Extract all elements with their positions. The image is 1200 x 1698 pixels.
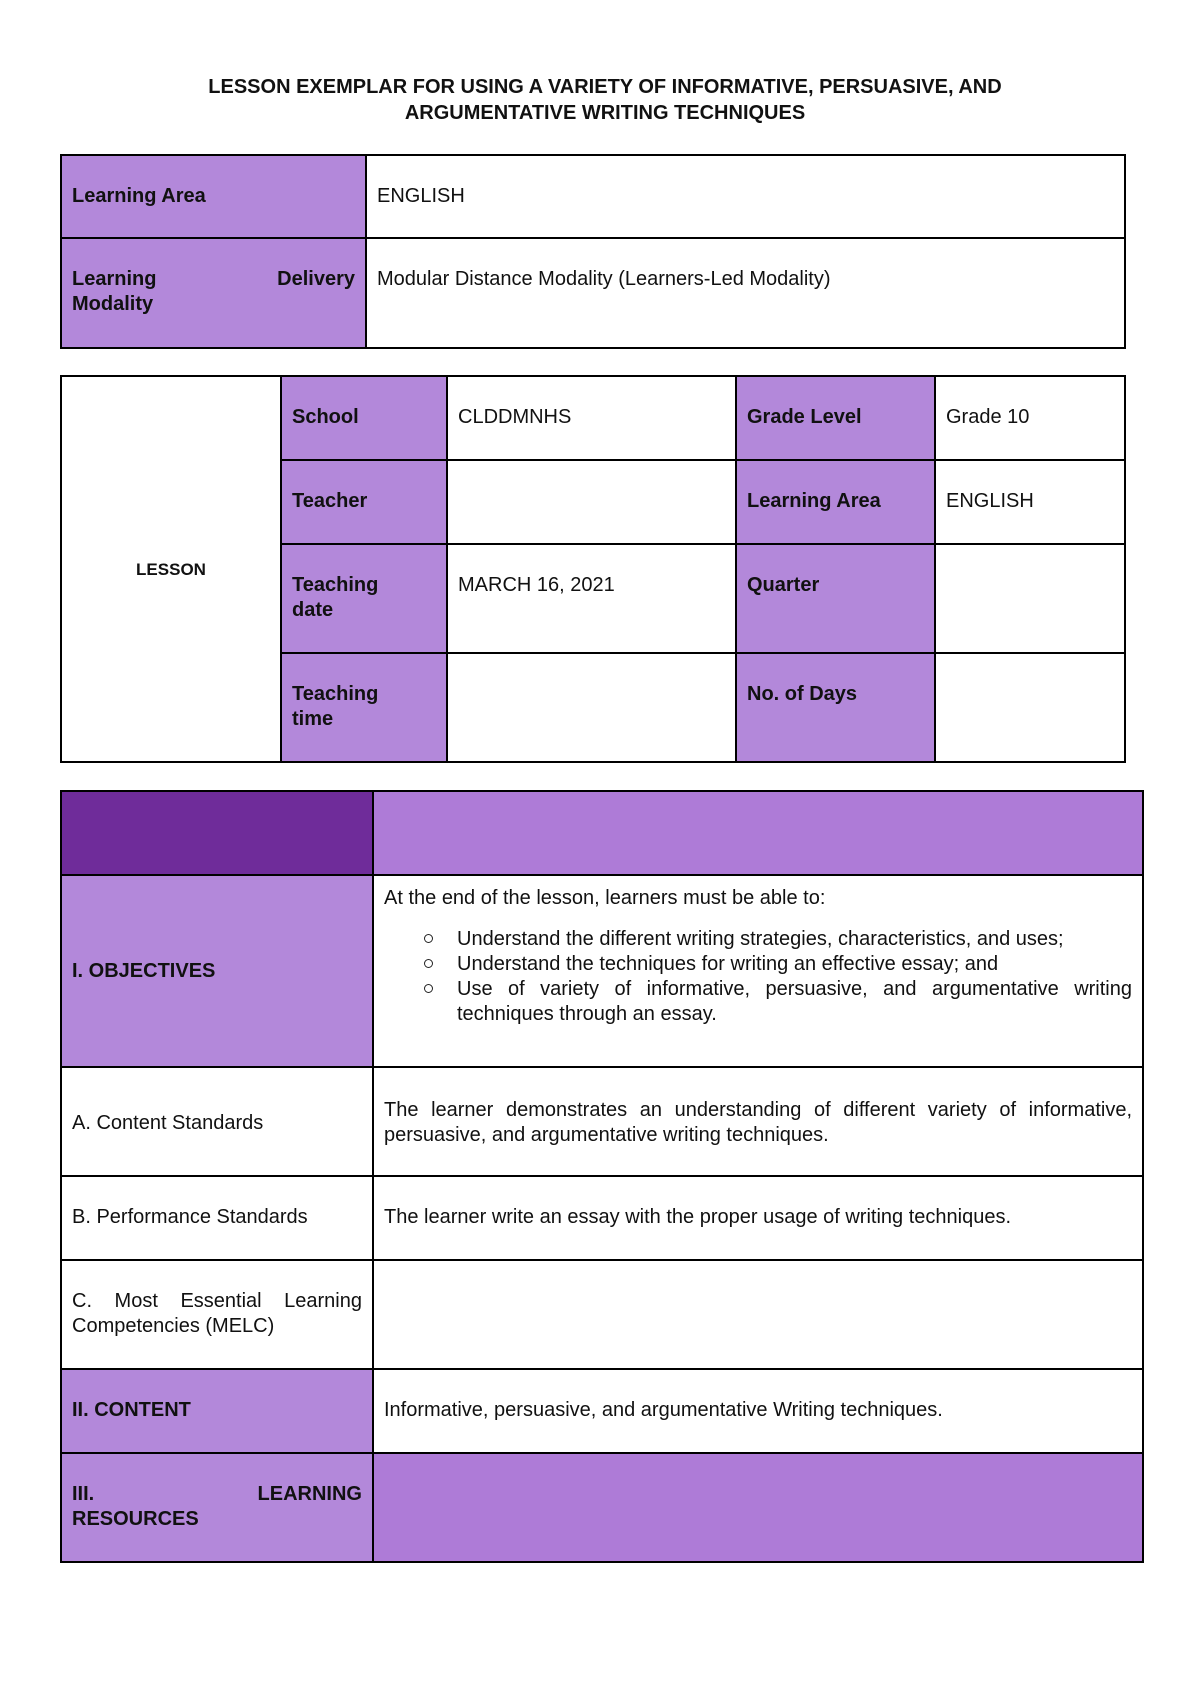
lesson-plan-table xyxy=(60,790,1144,1563)
objective-item: Understand the techniques for writing an effective essay; and xyxy=(384,952,1132,977)
content-standards-value-cell xyxy=(373,1067,1143,1176)
teaching-date-value-cell xyxy=(447,544,736,653)
quarter-value-cell xyxy=(935,544,1125,653)
learning-area-label-cell-2 xyxy=(736,460,935,544)
grade-level-value-cell xyxy=(935,376,1125,460)
title-line-2: ARGUMENTATIVE WRITING TECHNIQUES xyxy=(404,102,806,124)
melc-value xyxy=(374,1261,1142,1299)
school-value-cell xyxy=(447,376,736,460)
content-label-cell xyxy=(61,1369,373,1453)
quarter-label-cell xyxy=(736,544,935,653)
teaching-date-label-line2: date xyxy=(292,599,334,621)
objectives-label-cell xyxy=(61,875,373,1067)
content-standards-label: A. Content Standards xyxy=(72,1112,264,1134)
performance-standards-value-cell xyxy=(373,1176,1143,1260)
learning-area-label: Learning Area xyxy=(72,185,206,207)
days-value-cell xyxy=(935,653,1125,762)
teacher-label: Teacher xyxy=(292,490,368,512)
teaching-time-label-line1: Teaching xyxy=(292,683,379,705)
school-label: School xyxy=(292,406,359,428)
melc-label-cell xyxy=(61,1260,373,1369)
learning-area-value-cell-2 xyxy=(935,460,1125,544)
delivery-modality-label-cell xyxy=(61,238,366,348)
teaching-time-label-cell xyxy=(281,653,447,762)
days-label: No. of Days xyxy=(747,683,858,705)
content-standards-value: The learner demonstrates an understanding of different variety of informative, persuasive, and argumentative writing techniques. xyxy=(384,1099,1132,1146)
objectives-label: I. OBJECTIVES xyxy=(72,959,216,982)
objective-item: Use of variety of informative, persuasive, and argumentative writing techniques through an essay. xyxy=(384,977,1132,1027)
teaching-date-value: MARCH 16, 2021 xyxy=(458,574,615,596)
plan-header-right-cell xyxy=(373,791,1143,875)
content-label: II. CONTENT xyxy=(72,1399,191,1421)
learning-area-table xyxy=(60,154,1126,349)
grade-level-label: Grade Level xyxy=(747,406,862,428)
lesson-details-table xyxy=(60,375,1126,763)
resources-label-line2: RESOURCES xyxy=(72,1508,199,1530)
resources-label-line1 xyxy=(72,1482,362,1507)
delivery-modality-value: Modular Distance Modality (Learners-Led Modality) xyxy=(377,268,831,290)
school-label-cell xyxy=(281,376,447,460)
grade-level-label-cell xyxy=(736,376,935,460)
days-label-cell xyxy=(736,653,935,762)
delivery-label-word-delivery: Delivery xyxy=(277,268,355,290)
lesson-label: LESSON xyxy=(136,559,206,579)
objectives-list xyxy=(384,927,1132,1027)
teacher-value xyxy=(448,461,735,499)
resources-label-cell xyxy=(61,1453,373,1562)
lesson-cell xyxy=(61,376,281,762)
teaching-time-value-cell xyxy=(447,653,736,762)
teaching-date-label-cell xyxy=(281,544,447,653)
learning-area-value-2: ENGLISH xyxy=(946,490,1034,512)
content-value-cell xyxy=(373,1369,1143,1453)
days-value xyxy=(936,654,1124,692)
delivery-modality-label-line2: Modality xyxy=(72,293,154,315)
content-standards-label-cell xyxy=(61,1067,373,1176)
title-line-1: LESSON EXEMPLAR FOR USING A VARIETY OF INFORMATIVE, PERSUASIVE, AND xyxy=(208,76,1002,98)
circle-bullet-icon xyxy=(424,959,433,968)
circle-bullet-icon xyxy=(424,984,433,993)
objectives-value-cell xyxy=(373,875,1143,1067)
page-title xyxy=(60,74,1150,126)
grade-level-value: Grade 10 xyxy=(946,406,1030,428)
objective-item: Understand the different writing strategies, characteristics, and uses; xyxy=(384,927,1132,952)
teacher-value-cell xyxy=(447,460,736,544)
resources-label-numeral: III. xyxy=(72,1483,95,1505)
performance-standards-value: The learner write an essay with the proper usage of writing techniques. xyxy=(384,1206,1012,1228)
performance-standards-label: B. Performance Standards xyxy=(72,1206,308,1228)
learning-area-value: ENGLISH xyxy=(377,185,465,207)
teaching-date-label-line1: Teaching xyxy=(292,574,379,596)
learning-area-value-cell xyxy=(366,155,1125,238)
learning-area-label-2: Learning Area xyxy=(747,490,881,512)
performance-standards-label-cell xyxy=(61,1176,373,1260)
melc-value-cell xyxy=(373,1260,1143,1369)
delivery-modality-value-cell xyxy=(366,238,1125,348)
objectives-intro: At the end of the lesson, learners must be able to: xyxy=(384,887,826,909)
circle-bullet-icon xyxy=(424,934,433,943)
learning-area-label-cell xyxy=(61,155,366,238)
teaching-time-value xyxy=(448,654,735,692)
melc-label: C. Most Essential Learning Competencies (MELC) xyxy=(72,1290,362,1337)
resources-label-learning: LEARNING xyxy=(257,1483,362,1505)
school-value: CLDDMNHS xyxy=(458,406,572,428)
resources-value-cell xyxy=(373,1453,1143,1562)
delivery-modality-label-line1 xyxy=(72,267,355,292)
teaching-time-label-line2: time xyxy=(292,708,334,730)
quarter-label: Quarter xyxy=(747,574,820,596)
teacher-label-cell xyxy=(281,460,447,544)
plan-header-left-cell xyxy=(61,791,373,875)
quarter-value xyxy=(936,545,1124,583)
content-value: Informative, persuasive, and argumentative Writing techniques. xyxy=(384,1399,943,1421)
delivery-label-word-learning: Learning xyxy=(72,268,157,290)
